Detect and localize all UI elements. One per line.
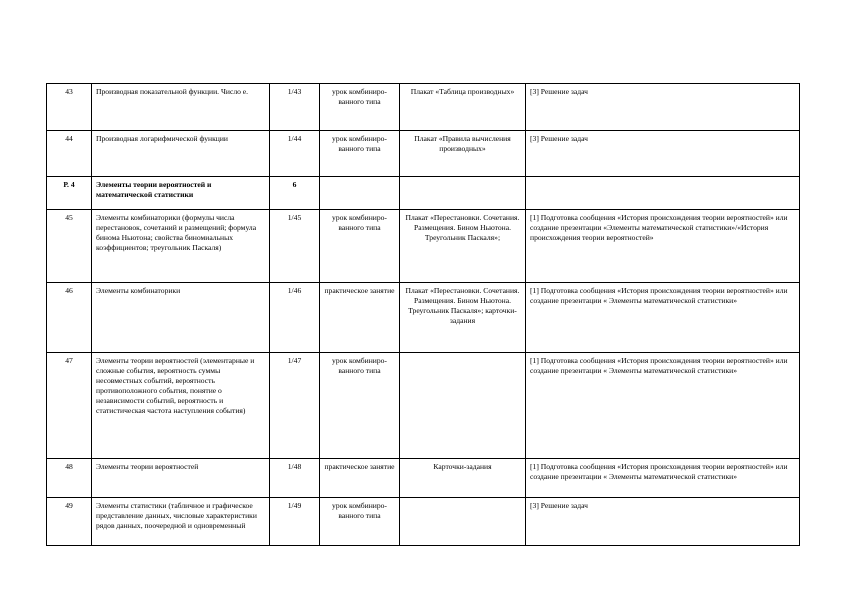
lesson-topic: Элементы статистики (табличное и графическое представление данных, числовые характеристики рядов данных, поочередной и одновременный <box>92 498 270 546</box>
lesson-topic: Элементы теории вероятностей <box>92 459 270 498</box>
lesson-type: урок комбиниро-ванного типа <box>320 353 400 459</box>
lesson-hours: 1/45 <box>270 210 320 283</box>
lesson-visual-aids <box>400 353 526 459</box>
lesson-number: 49 <box>47 498 92 546</box>
lesson-hours: 1/47 <box>270 353 320 459</box>
lesson-number: 44 <box>47 131 92 177</box>
lesson-topic: Элементы комбинаторики (формулы числа перестановок, сочетаний и размещений; формула бинома Ньютона; свойства биномиальных коэффициентов; треугольник Паскаля) <box>92 210 270 283</box>
table-row <box>47 131 800 177</box>
lesson-number: 43 <box>47 84 92 131</box>
lesson-type: практическое занятие <box>320 459 400 498</box>
table-row <box>47 353 800 459</box>
table-row <box>47 84 800 131</box>
lesson-visual-aids: Плакат «Перестановки. Сочетания. Размещения. Бином Ньютона. Треугольник Паскаля»; карточки-задания <box>400 283 526 353</box>
lesson-homework: [3] Решение задач <box>526 84 800 131</box>
lesson-number: 47 <box>47 353 92 459</box>
table-row <box>47 210 800 283</box>
lesson-topic: Элементы комбинаторики <box>92 283 270 353</box>
lesson-hours: 1/46 <box>270 283 320 353</box>
lesson-homework: [1] Подготовка сообщения «История происхождения теории вероятностей» или создание презентации « Элементы математической статистики» <box>526 459 800 498</box>
lesson-hours: 1/43 <box>270 84 320 131</box>
lesson-visual-aids: Плакат «Таблица производных» <box>400 84 526 131</box>
lesson-plan-table <box>46 83 800 546</box>
lesson-type: урок комбиниро-ванного типа <box>320 84 400 131</box>
lesson-homework: [1] Подготовка сообщения «История происхождения теории вероятностей» или создание презентации « Элементы математической статистики» <box>526 283 800 353</box>
lesson-topic: Производная показательной функции. Число e. <box>92 84 270 131</box>
lesson-visual-aids <box>400 177 526 210</box>
lesson-hours: 1/44 <box>270 131 320 177</box>
lesson-type: урок комбиниро-ванного типа <box>320 131 400 177</box>
lesson-visual-aids: Карточки-задания <box>400 459 526 498</box>
section-number: Р. 4 <box>47 177 92 210</box>
lesson-visual-aids: Плакат «Правила вычисления производных» <box>400 131 526 177</box>
table-row <box>47 283 800 353</box>
lesson-homework <box>526 177 800 210</box>
lesson-number: 45 <box>47 210 92 283</box>
lesson-homework: [3] Решение задач <box>526 131 800 177</box>
table-row <box>47 498 800 546</box>
table-row <box>47 459 800 498</box>
lesson-number: 46 <box>47 283 92 353</box>
lesson-number: 48 <box>47 459 92 498</box>
lesson-homework: [1] Подготовка сообщения «История происхождения теории вероятностей» или создание презентации « Элементы математической статистики» <box>526 353 800 459</box>
lesson-type: урок комбиниро-ванного типа <box>320 498 400 546</box>
section-hours: 6 <box>270 177 320 210</box>
section-row <box>47 177 800 210</box>
lesson-type: урок комбиниро-ванного типа <box>320 210 400 283</box>
lesson-type: практическое занятие <box>320 283 400 353</box>
lesson-visual-aids <box>400 498 526 546</box>
lesson-visual-aids: Плакат «Перестановки. Сочетания. Размещения. Бином Ньютона. Треугольник Паскаля»; <box>400 210 526 283</box>
lesson-hours: 1/49 <box>270 498 320 546</box>
lesson-homework: [1] Подготовка сообщения «История происхождения теории вероятностей» или создание презентации «Элементы математической статистики»/«История происхождения теории вероятностей» <box>526 210 800 283</box>
lesson-homework: [3] Решение задач <box>526 498 800 546</box>
lesson-topic: Элементы теории вероятностей (элементарные и сложные события, вероятность суммы несовместных событий, вероятность противоположного события, понятие о независимости событий, вероятность и статистическая частота наступления события) <box>92 353 270 459</box>
lesson-hours: 1/48 <box>270 459 320 498</box>
section-title: Элементы теории вероятностей и математической статистики <box>92 177 270 210</box>
lesson-type <box>320 177 400 210</box>
lesson-topic: Производная логарифмической функции <box>92 131 270 177</box>
